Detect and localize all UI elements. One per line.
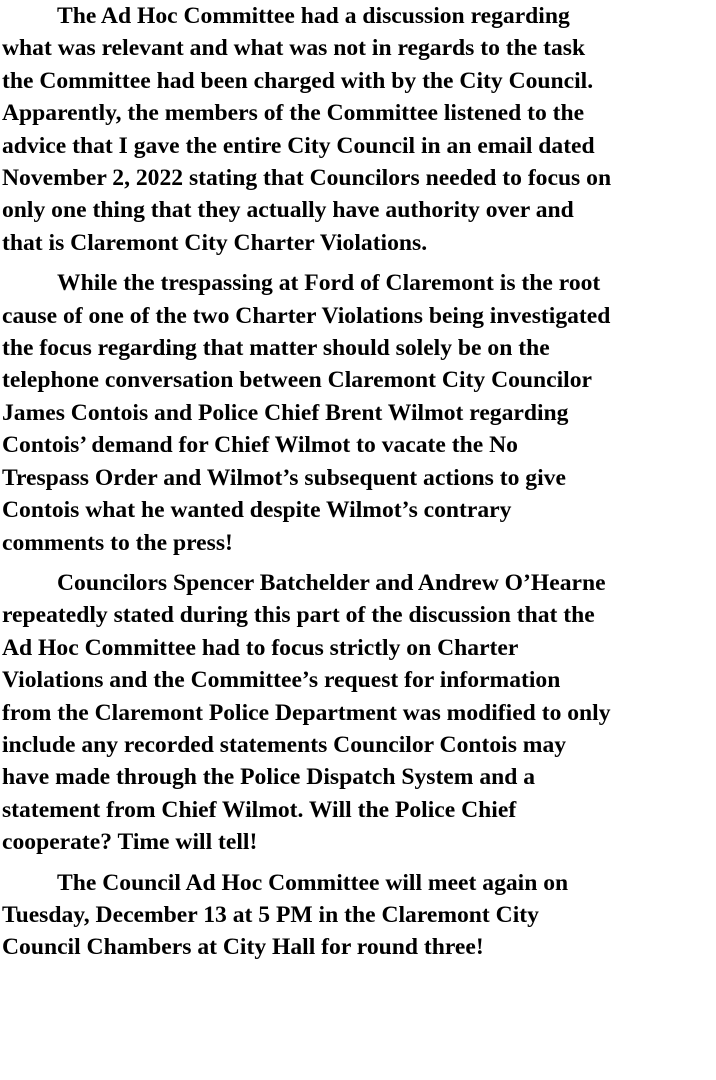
text-line: only one thing that they actually have authority over and — [2, 197, 574, 224]
text-line: Tuesday, December 13 at 5 PM in the Claremont City — [2, 901, 539, 928]
paragraph-gap — [2, 859, 716, 867]
paragraph-gap — [2, 559, 716, 567]
text-line: statement from Chief Wilmot. Will the Police Chief — [2, 796, 517, 823]
text-line: advice that I gave the entire City Council in an email dated — [2, 132, 595, 159]
text-line: cooperate? Time will tell! — [2, 829, 258, 856]
text-line: have made through the Police Dispatch System and a — [2, 764, 536, 791]
text-line: Apparently, the members of the Committee listened to the — [2, 100, 585, 127]
text-line: Council Chambers at City Hall for round three! — [2, 934, 484, 961]
text-line: Ad Hoc Committee had to focus strictly on Charter — [2, 634, 519, 661]
text-line: Councilors Spencer Batchelder and Andrew O’Hearne — [57, 569, 606, 596]
text-line: Contois’ demand for Chief Wilmot to vacate the No — [2, 432, 518, 459]
paragraph-1 — [2, 0, 716, 259]
text-line: include any recorded statements Councilor Contois may — [2, 731, 567, 758]
text-line: The Ad Hoc Committee had a discussion regarding — [57, 3, 570, 29]
text-line: the Committee had been charged with by the City Council. — [2, 67, 594, 94]
paragraph-4 — [2, 867, 716, 964]
text-line: The Council Ad Hoc Committee will meet again on — [57, 869, 569, 896]
text-line: While the trespassing at Ford of Claremont is the root — [57, 270, 601, 297]
text-line: the focus regarding that matter should solely be on the — [2, 335, 550, 362]
text-line: that is Claremont City Charter Violations. — [2, 229, 428, 256]
text-line: Violations and the Committee’s request for information — [2, 667, 561, 694]
paragraph-3 — [2, 567, 716, 859]
paragraph-2 — [2, 267, 716, 559]
text-line: repeatedly stated during this part of the discussion that the — [2, 602, 595, 629]
text-line: cause of one of the two Charter Violations being investigated — [2, 302, 611, 329]
paragraph-gap — [2, 259, 716, 267]
text-line: November 2, 2022 stating that Councilors needed to focus on — [2, 165, 612, 192]
text-line: comments to the press! — [2, 529, 233, 556]
text-line: what was relevant and what was not in regards to the task — [2, 35, 586, 62]
text-line: telephone conversation between Claremont City Councilor — [2, 367, 592, 394]
text-line: from the Claremont Police Department was modified to only — [2, 699, 611, 726]
text-line: Contois what he wanted despite Wilmot’s contrary — [2, 497, 512, 524]
text-line: Trespass Order and Wilmot’s subsequent actions to give — [2, 464, 566, 491]
text-line: James Contois and Police Chief Brent Wilmot regarding — [2, 399, 569, 426]
